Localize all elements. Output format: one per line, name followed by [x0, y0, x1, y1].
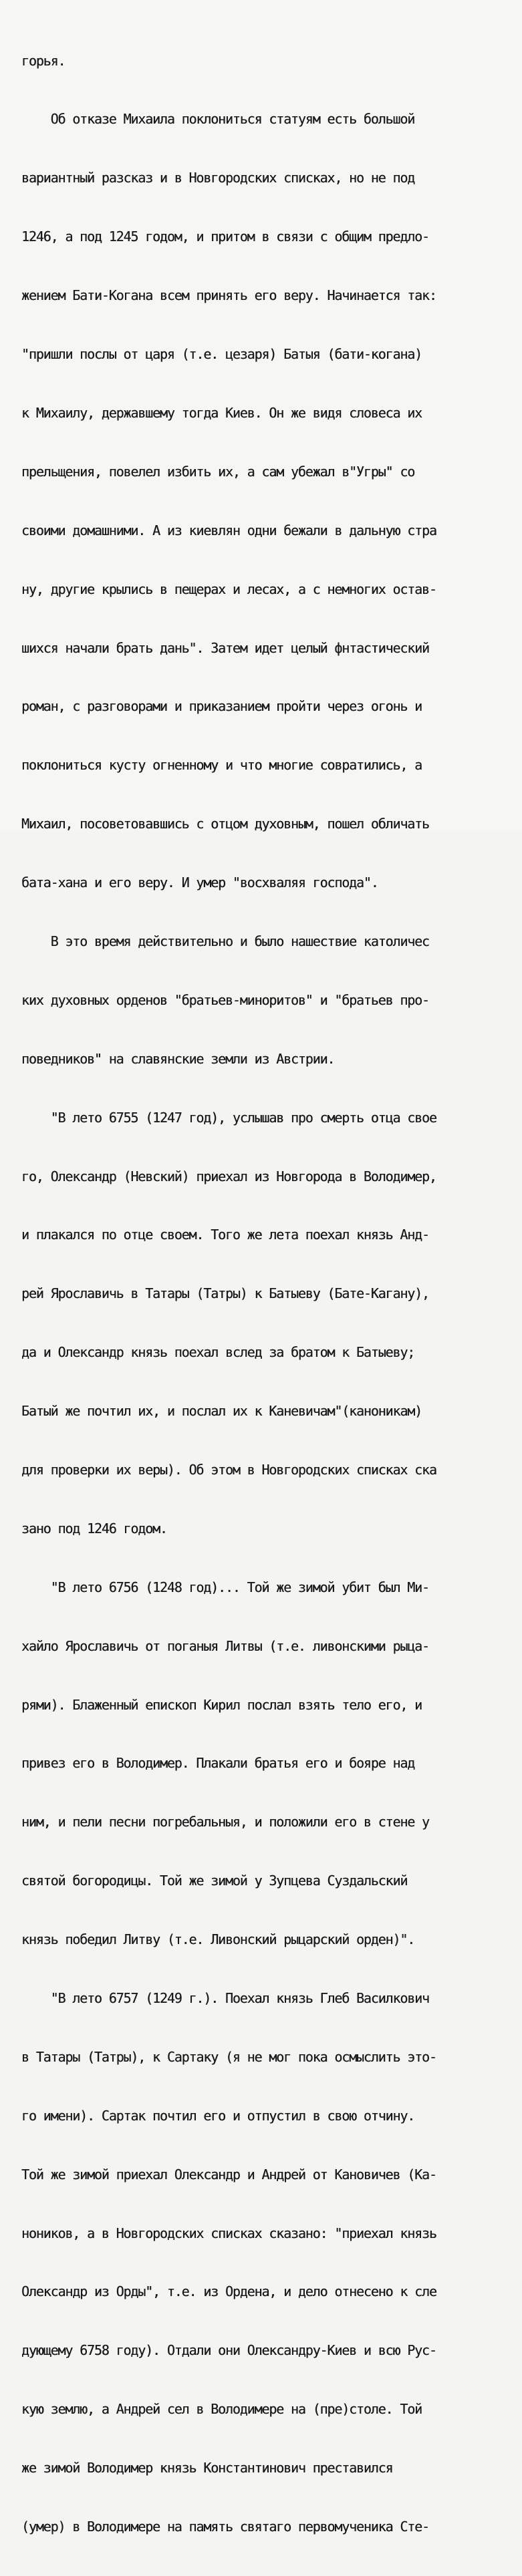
text-line: своими домашними. А из киевлян одни бежали в дальную стра	[21, 522, 436, 538]
text-line: Олександр из Орды", т.е. из Ордена, и дело отнесено к сле	[21, 2283, 436, 2300]
text-line: Той же зимой приехал Олександр и Андрей от Кановичев (Ка-	[21, 2166, 436, 2183]
text-line: ну, другие крылись в пещерах и лесах, а с немногих остав-	[21, 581, 436, 597]
text-line: го имени). Сартак почтил его и отпустил в свою отчину.	[21, 2107, 415, 2124]
text-line: 1246, а под 1245 годом, и притом в связи с общим предло-	[21, 228, 429, 245]
text-line: привез его в Володимер. Плакали братья его и бояре над	[21, 1755, 415, 1772]
text-line: святой богородицы. Той же зимой у Зупцева Суздальский	[21, 1873, 408, 1889]
text-line: дующему 6758 году). Отдали они Олександру-Киев и всю Рус-	[21, 2342, 436, 2359]
text-line: "пришли послы от царя (т.е. цезаря) Батыя (бати-когана)	[21, 346, 422, 363]
text-line: го, Олександр (Невский) приехал из Новгорода в Володимер,	[21, 1168, 436, 1184]
text-line: Михаил, посоветовавшись с отцом духовным, пошел обличать	[21, 816, 429, 832]
text-line: кую землю, а Андрей сел в Володимере на (пре)столе. Той	[21, 2401, 422, 2418]
text-line: прельщения, повелел избить их, а сам убежал в"Угры" со	[21, 463, 415, 480]
text-line: в Татары (Татры), к Сартаку (я не мог пока осмыслить это-	[21, 2048, 436, 2065]
text-line: поклониться кусту огненному и что многие совратились, а	[21, 757, 422, 774]
text-line: князь победил Литву (т.е. Ливонский рыцарский орден)".	[21, 1931, 415, 1948]
text-line: рей Ярославичь в Татары (Татры) к Батыеву (Бате-Кагану),	[21, 1285, 429, 1302]
text-line: Батый же почтил их, и послал их к Каневичам"(каноникам)	[21, 1403, 422, 1420]
text-line: хайло Ярославичь от поганыя Литвы (т.е. ливонскими рыца-	[21, 1637, 429, 1654]
text-line: (умер) в Володимере на память святаго первомученика Сте-	[21, 2519, 429, 2535]
text-line: рями). Блаженный епископ Кирил послал взять тело его, и	[21, 1696, 422, 1713]
text-line: к Михаилу, державшему тогда Киев. Он же видя словеса их	[21, 404, 422, 421]
text-line: роман, с разговорами и приказанием пройти через огонь и	[21, 698, 422, 715]
text-line: шихся начали брать дань". Затем идет целый фнтастический	[21, 639, 429, 656]
text-line: "В лето 6755 (1247 год), услышав про смерть отца свое	[21, 1109, 436, 1126]
text-line: для проверки их веры). Об этом в Новгородских списках ска	[21, 1461, 436, 1478]
text-line: же зимой Володимер князь Константинович преставился	[21, 2460, 393, 2476]
text-line: зано под 1246 годом.	[21, 1520, 167, 1537]
text-line: вариантный разсказ и в Новгородских списках, но не под	[21, 170, 415, 186]
text-line: и плакался по отце своем. Того же лета поехал князь Анд-	[21, 1227, 429, 1243]
page-text	[21, 12, 519, 2576]
text-line: "В лето 6757 (1249 г.). Поехал князь Глеб Василкович	[21, 1989, 429, 2006]
text-line: В это время действительно и было нашествие католичес	[21, 933, 429, 949]
text-line: Об отказе Михаила поклониться статуям есть большой	[21, 111, 415, 128]
text-line: ких духовных орденов "братьев-миноритов" и "братьев про-	[21, 991, 429, 1008]
text-line: да и Олександр князь поехал вслед за братом к Батыеву;	[21, 1344, 415, 1361]
text-line: нoников, а в Новгородских списках сказано: "приехал князь	[21, 2225, 436, 2241]
text-line: бата-хана и его веру. И умер "восхваляя господа".	[21, 874, 378, 891]
text-line: ним, и пели песни погребальныя, и положили его в стене у	[21, 1814, 429, 1830]
text-line: жением Бати-Когана всем принять его веру. Начинается так:	[21, 287, 436, 304]
text-line: поведников" на славянские земли из Австрии.	[21, 1050, 335, 1067]
text-line: "В лето 6756 (1248 год)... Той же зимой убит был Ми-	[21, 1579, 429, 1595]
text-line: горья.	[21, 52, 66, 69]
